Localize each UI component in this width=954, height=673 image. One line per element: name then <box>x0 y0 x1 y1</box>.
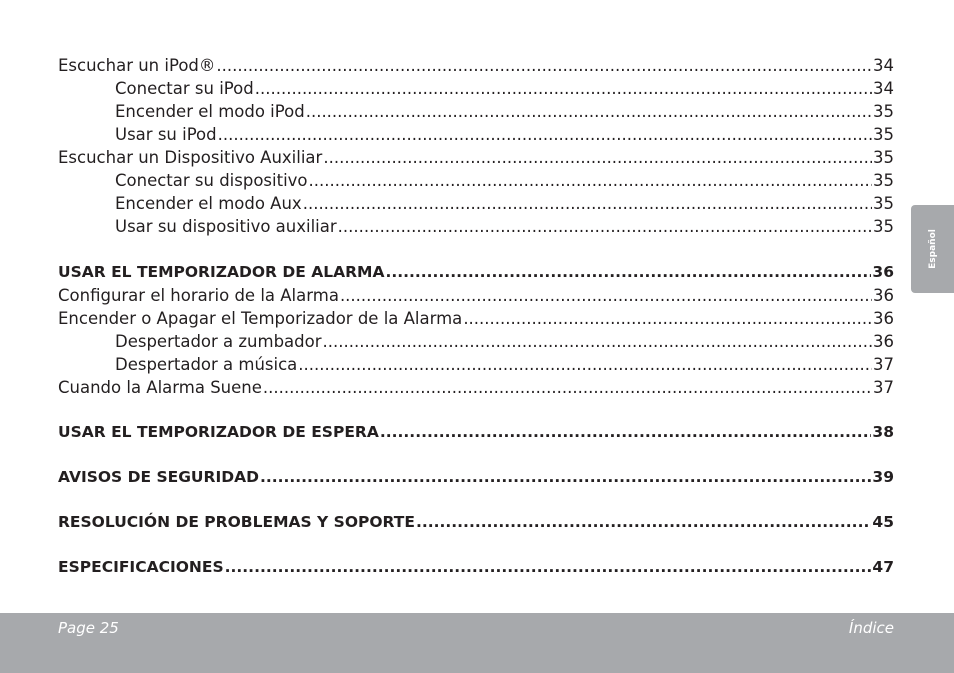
toc-entry-title: Conectar su iPod <box>115 79 254 98</box>
toc-leader-dots <box>309 169 872 192</box>
toc-leader-dots <box>225 556 872 579</box>
toc-section-title: AVISOS DE SEGURIDAD <box>58 468 259 486</box>
toc-leader-dots <box>255 77 872 100</box>
page-footer <box>0 613 954 673</box>
toc-entry[interactable] <box>58 146 894 169</box>
toc-entry-page: 35 <box>873 125 894 144</box>
spacer <box>58 399 894 421</box>
toc-entry-page: 37 <box>873 355 894 374</box>
spacer <box>58 534 894 556</box>
toc-entry-title: Escuchar un Dispositivo Auxiliar <box>58 148 323 167</box>
toc-section[interactable] <box>58 511 894 534</box>
section-name: Índice <box>848 619 894 637</box>
toc-entry-page: 37 <box>873 378 894 397</box>
table-of-contents <box>58 54 894 579</box>
toc-leader-dots <box>340 284 872 307</box>
toc-section[interactable] <box>58 421 894 444</box>
toc-section-page: 36 <box>872 263 894 281</box>
toc-entry[interactable] <box>58 54 894 77</box>
toc-leader-dots <box>303 192 872 215</box>
toc-entry-title: Configurar el horario de la Alarma <box>58 286 339 305</box>
toc-entry-title: Conectar su dispositivo <box>115 171 308 190</box>
toc-section[interactable] <box>58 261 894 284</box>
toc-entry[interactable] <box>58 376 894 399</box>
language-tab-label: Español <box>927 229 938 269</box>
toc-entry-title: Escuchar un iPod® <box>58 56 216 75</box>
toc-entry-title: Despertador a zumbador <box>115 332 322 351</box>
toc-section-title: USAR EL TEMPORIZADOR DE ESPERA <box>58 423 379 441</box>
toc-entry[interactable] <box>58 215 894 238</box>
toc-entry[interactable] <box>58 123 894 146</box>
toc-entry[interactable] <box>58 100 894 123</box>
toc-leader-dots <box>380 421 872 444</box>
toc-entry[interactable] <box>58 330 894 353</box>
toc-leader-dots <box>338 215 872 238</box>
toc-leader-dots <box>323 146 872 169</box>
toc-entry-page: 34 <box>873 79 894 98</box>
toc-entry-page: 36 <box>873 332 894 351</box>
toc-leader-dots <box>306 100 872 123</box>
toc-section[interactable] <box>58 466 894 489</box>
spacer <box>58 489 894 511</box>
toc-entry[interactable] <box>58 169 894 192</box>
toc-leader-dots <box>218 123 872 146</box>
toc-entry-title: Usar su iPod <box>115 125 217 144</box>
toc-entry-title: Encender o Apagar el Temporizador de la Alarma <box>58 309 463 328</box>
toc-entry-page: 35 <box>873 171 894 190</box>
spacer <box>58 238 894 261</box>
toc-entry-title: Encender el modo Aux <box>115 194 302 213</box>
toc-entry-page: 35 <box>873 102 894 121</box>
toc-leader-dots <box>298 353 872 376</box>
toc-entry-page: 35 <box>873 148 894 167</box>
toc-entry[interactable] <box>58 192 894 215</box>
toc-section-page: 38 <box>872 423 894 441</box>
toc-entry-title: Cuando la Alarma Suene <box>58 378 262 397</box>
toc-section-page: 45 <box>872 513 894 531</box>
toc-entry[interactable] <box>58 77 894 100</box>
toc-entry[interactable] <box>58 284 894 307</box>
toc-section[interactable] <box>58 556 894 579</box>
toc-entry-page: 34 <box>873 56 894 75</box>
toc-section-page: 39 <box>872 468 894 486</box>
toc-entry[interactable] <box>58 307 894 330</box>
toc-section-title: ESPECIFICACIONES <box>58 558 224 576</box>
toc-entry-title: Despertador a música <box>115 355 298 374</box>
toc-section-title: RESOLUCIÓN DE PROBLEMAS Y SOPORTE <box>58 513 415 531</box>
toc-leader-dots <box>263 376 872 399</box>
spacer <box>58 444 894 466</box>
toc-leader-dots <box>323 330 872 353</box>
toc-entry-page: 36 <box>873 286 894 305</box>
toc-entry-title: Usar su dispositivo auxiliar <box>115 217 337 236</box>
language-tab[interactable] <box>911 205 954 293</box>
toc-leader-dots <box>416 511 871 534</box>
toc-leader-dots <box>216 54 872 77</box>
toc-section-page: 47 <box>872 558 894 576</box>
toc-leader-dots <box>385 261 871 284</box>
toc-entry-page: 36 <box>873 309 894 328</box>
page-number: Page 25 <box>58 619 119 637</box>
toc-leader-dots <box>463 307 872 330</box>
toc-leader-dots <box>260 466 871 489</box>
toc-section-title: USAR EL TEMPORIZADOR DE ALARMA <box>58 263 385 281</box>
toc-entry-page: 35 <box>873 217 894 236</box>
toc-entry-page: 35 <box>873 194 894 213</box>
toc-entry[interactable] <box>58 353 894 376</box>
toc-entry-title: Encender el modo iPod <box>115 102 305 121</box>
